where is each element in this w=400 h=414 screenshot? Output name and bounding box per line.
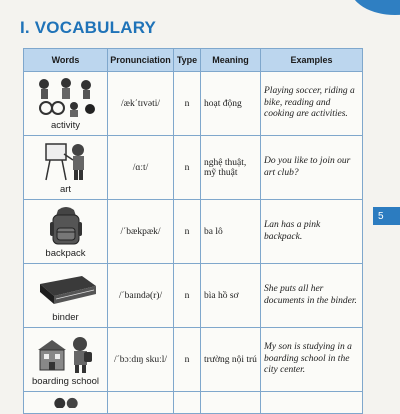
table-row: [24, 392, 363, 414]
meaning-cell: ba lô: [201, 200, 261, 264]
pronunciation-cell: /æk΄tɪvəti/: [108, 72, 174, 136]
boy-painting-easel-icon: [32, 140, 100, 182]
type-cell: n: [174, 264, 201, 328]
word-label: binder: [52, 312, 79, 323]
children-playing-icon: [32, 76, 100, 118]
backpack-icon: [32, 204, 100, 246]
word-cell: [24, 200, 108, 264]
table-row: [24, 264, 363, 328]
corner-decoration: [350, 0, 400, 15]
word-cell: [24, 328, 108, 392]
word-label: activity: [50, 120, 81, 131]
table-row: [24, 328, 363, 392]
example-cell: Do you like to join our art club?: [261, 136, 363, 200]
meaning-cell: bìa hồ sơ: [201, 264, 261, 328]
meaning-cell: hoạt động: [201, 72, 261, 136]
word-cell: [24, 392, 108, 414]
pronunciation-cell: /ɑːt/: [108, 136, 174, 200]
header-type: Type: [174, 49, 201, 72]
word-cell: [24, 136, 108, 200]
pronunciation-cell: /΄bɔːdɪŋ skuːl/: [108, 328, 174, 392]
type-cell: n: [174, 328, 201, 392]
header-meaning: Meaning: [201, 49, 261, 72]
example-cell: [261, 392, 363, 414]
example-cell: My son is studying in a boarding school in the city center.: [261, 328, 363, 392]
table-row: [24, 200, 363, 264]
pronunciation-cell: /΄bækpæk/: [108, 200, 174, 264]
meaning-cell: nghệ thuật, mỹ thuật: [201, 136, 261, 200]
meaning-cell: trường nội trú: [201, 328, 261, 392]
partial-picture-icon: [32, 394, 100, 408]
type-cell: n: [174, 72, 201, 136]
word-cell: [24, 264, 108, 328]
word-label: art: [59, 184, 72, 195]
table-row: [24, 72, 363, 136]
meaning-cell: [201, 392, 261, 414]
type-cell: n: [174, 200, 201, 264]
word-cell: [24, 72, 108, 136]
word-label: backpack: [45, 248, 86, 259]
pronunciation-cell: [108, 392, 174, 414]
vocabulary-table: [23, 48, 363, 414]
type-cell: n: [174, 136, 201, 200]
binder-icon: [32, 268, 100, 310]
section-title: I. VOCABULARY: [20, 18, 157, 37]
word-label: boarding school: [31, 376, 100, 387]
header-words: Words: [24, 49, 108, 72]
example-cell: Playing soccer, riding a bike, reading and cooking are activities.: [261, 72, 363, 136]
type-cell: [174, 392, 201, 414]
page-tab: 5: [373, 207, 400, 225]
example-cell: Lan has a pink backpack.: [261, 200, 363, 264]
boy-with-school-building-icon: [32, 332, 100, 374]
table-header-row: [24, 49, 363, 72]
table-row: [24, 136, 363, 200]
example-cell: She puts all her documents in the binder.: [261, 264, 363, 328]
pronunciation-cell: /΄baɪndə(r)/: [108, 264, 174, 328]
header-pronunciation: Pronunciation: [108, 49, 174, 72]
header-examples: Examples: [261, 49, 363, 72]
